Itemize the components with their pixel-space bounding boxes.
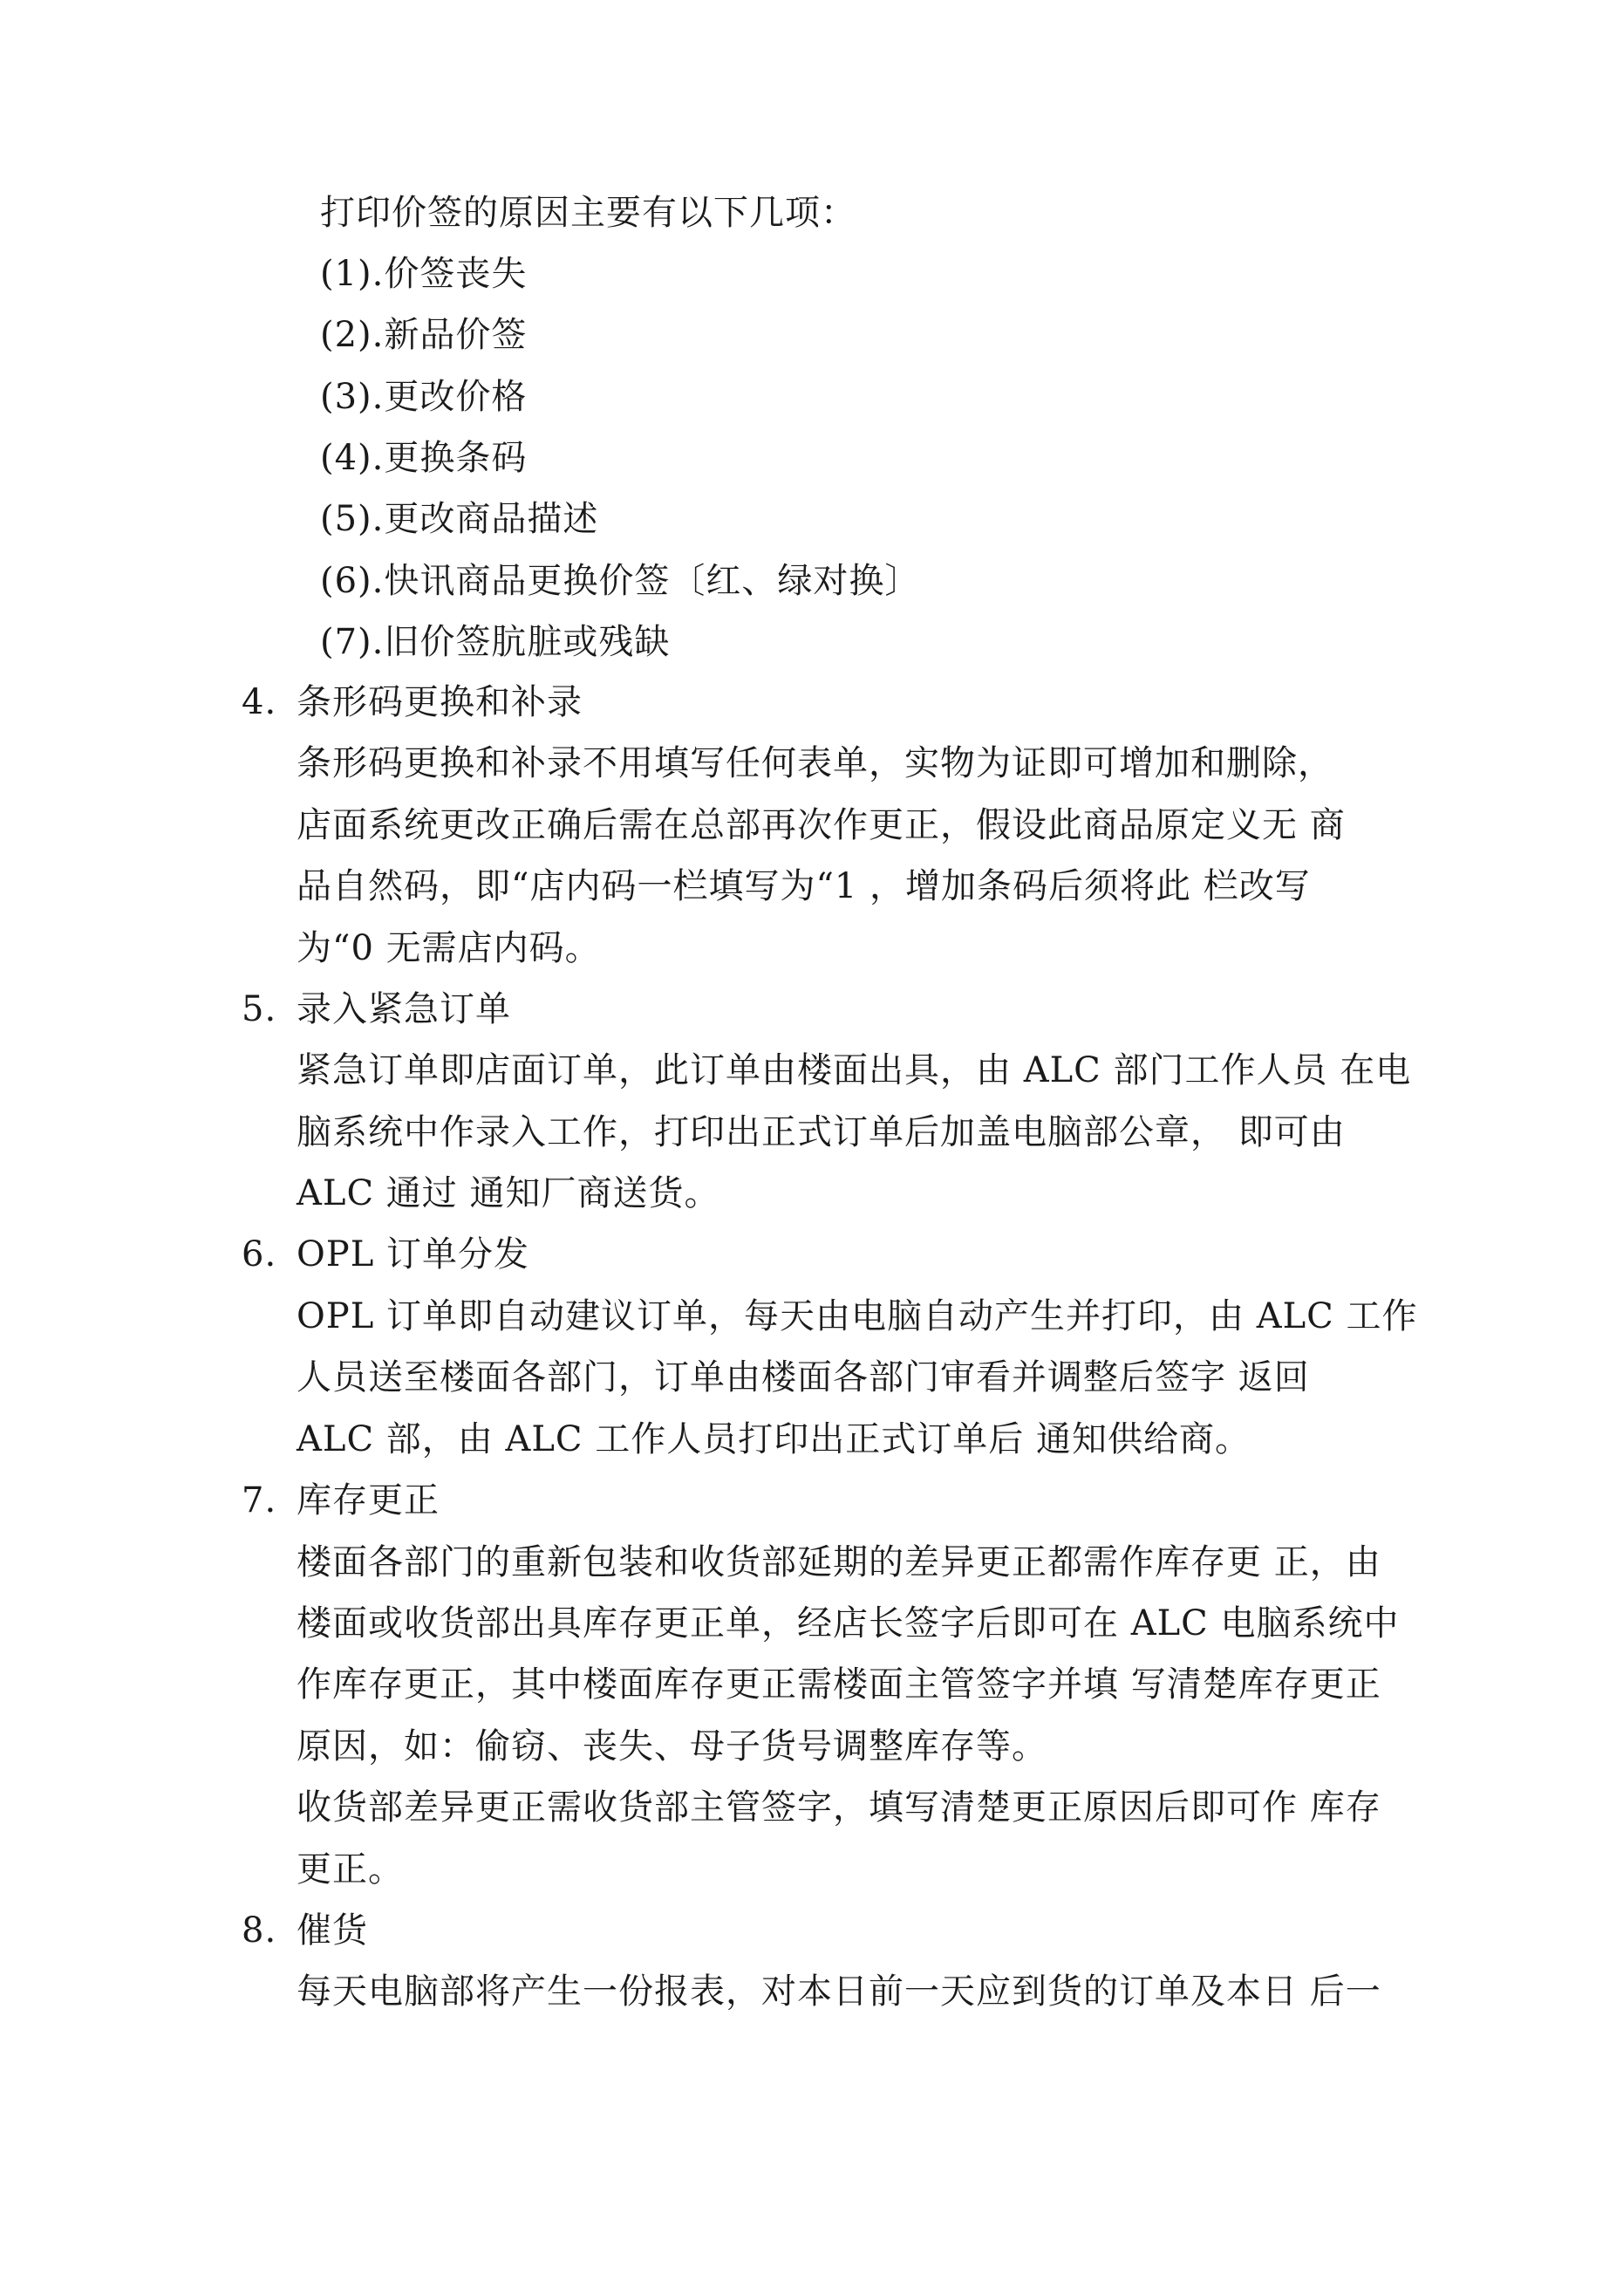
section-heading: 催货 [297,1910,368,1951]
section-number: 5. [242,989,277,1029]
reason-item: (1).价签丧失 [320,254,528,294]
body-line: 为“0 无需店内码。 [297,928,601,968]
reason-item: (3).更改价格 [320,377,528,417]
body-line: 脑系统中作录入工作，打印出正式订单后加盖电脑部公章， 即可由 [297,1112,1346,1152]
section-heading: 库存更正 [297,1480,440,1520]
section-number: 8. [242,1910,277,1951]
reason-item: (5).更改商品描述 [320,499,599,539]
body-line: 紧急订单即店面订单，此订单由楼面出具，由 ALC 部门工作人员 在电 [297,1050,1412,1090]
body-line: 每天电脑部将产生一份报表，对本日前一天应到货的订单及本日 后一 [297,1971,1381,2012]
body-line: ALC 通过 通知厂商送货。 [297,1173,720,1213]
reason-item: (7).旧价签肮脏或残缺 [320,622,671,662]
reason-item: (4).更换条码 [320,438,528,478]
body-line: 条形码更换和补录不用填写任何表单，实物为证即可增加和删除， [297,743,1333,783]
body-line: 原因，如：偷窃、丧失、母子货号调整库存等。 [297,1726,1047,1766]
reason-item: (2).新品价签 [320,315,528,355]
body-line: 收货部差异更正需收货部主管签字，填写清楚更正原因后即可作 库存 [297,1787,1381,1828]
intro-line: 打印价签的原因主要有以下几项： [320,193,856,233]
section-number: 6. [242,1234,277,1274]
section-number: 7. [242,1480,277,1520]
body-line: 店面系统更改正确后需在总部再次作更正，假设此商品原定义无 商 [297,805,1346,845]
body-line: 作库存更正，其中楼面库存更正需楼面主管签字并填 写清楚库存更正 [297,1664,1381,1705]
body-line: 品自然码，即“店内码一栏填写为“1 ，增加条码后须将此 栏改写 [297,866,1311,906]
section-heading: OPL 订单分发 [297,1234,529,1274]
body-line: 楼面或收货部出具库存更正单，经店长签字后即可在 ALC 电脑系统中 [297,1603,1400,1643]
section-heading: 录入紧急订单 [297,989,511,1029]
section-number: 4. [242,682,277,722]
body-line: 更正。 [297,1849,404,1889]
reason-item: (6).快讯商品更换价签〔红、绿对换〕 [320,561,921,601]
section-heading: 条形码更换和补录 [297,682,583,722]
body-line: 楼面各部门的重新包装和收货部延期的差异更正都需作库存更 正，由 [297,1542,1381,1582]
body-line: OPL 订单即自动建议订单，每天由电脑自动产生并打印，由 ALC 工作 [297,1296,1418,1336]
body-line: ALC 部，由 ALC 工作人员打印出正式订单后 通知供给商。 [297,1419,1251,1459]
body-line: 人员送至楼面各部门，订单由楼面各部门审看并调整后签字 返回 [297,1357,1310,1397]
